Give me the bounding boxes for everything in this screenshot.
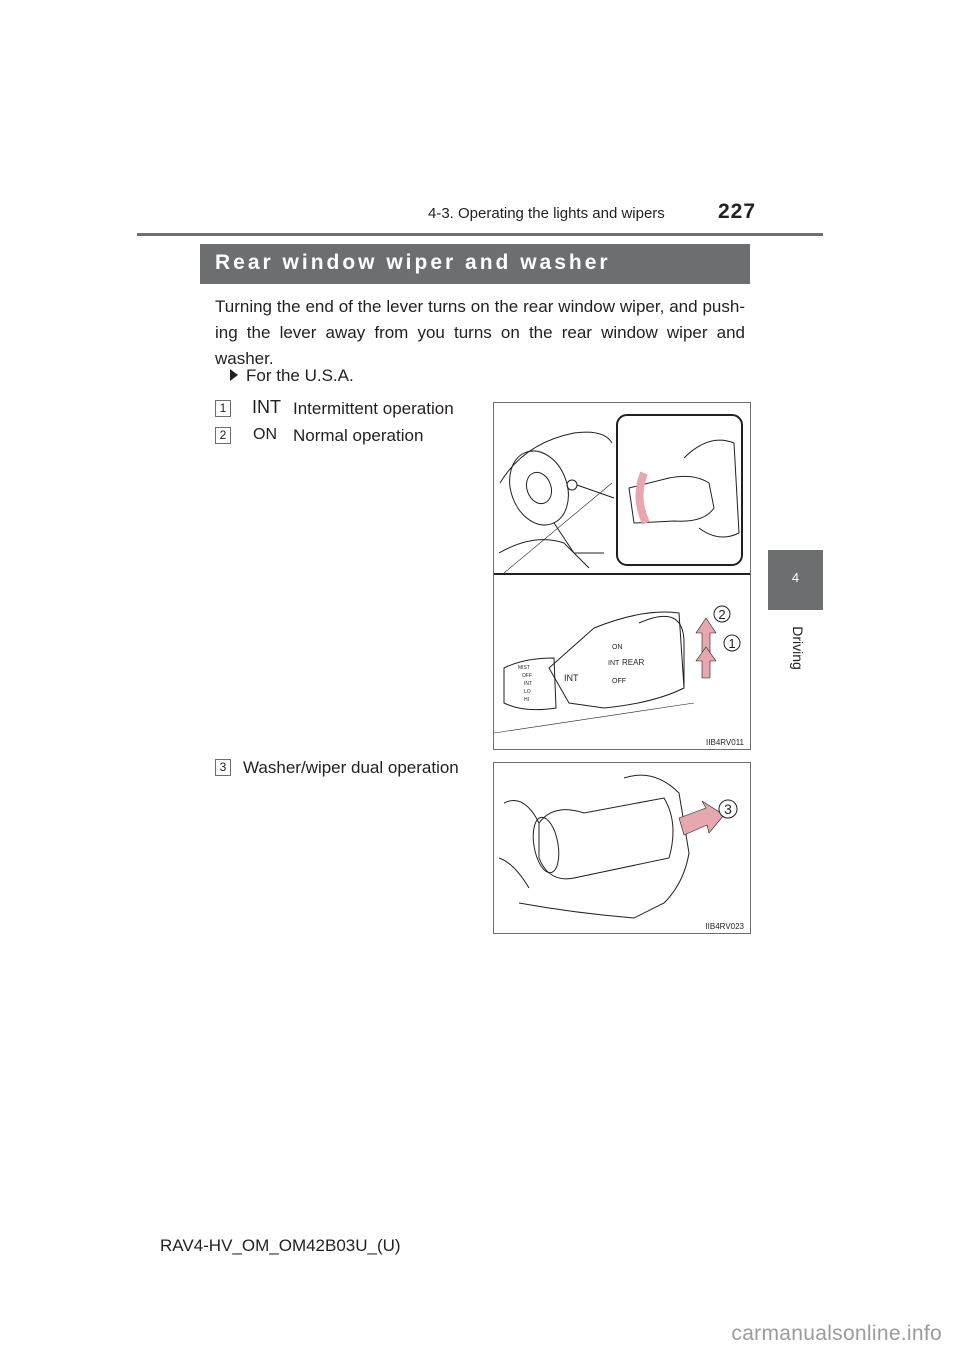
- dashboard-outline: [500, 432, 612, 483]
- item-description: Washer/wiper dual operation: [243, 758, 459, 777]
- lever-label-int-front: INT: [564, 673, 579, 683]
- hand-outline: [624, 775, 689, 918]
- triangle-bullet-icon: [230, 369, 238, 381]
- chapter-number: 4: [791, 570, 800, 585]
- list-item: [215, 426, 424, 446]
- section-title-bar: [200, 244, 750, 284]
- callout-1: 1: [728, 636, 736, 651]
- washer-operation-illustration: [493, 762, 751, 934]
- item-description: Normal operation: [293, 426, 424, 445]
- chapter-label: Driving: [790, 626, 806, 670]
- lever-label-on: ON: [612, 644, 623, 651]
- item-description: Intermittent operation: [293, 399, 454, 418]
- section-heading: 4-3. Operating the lights and wipers: [428, 205, 665, 222]
- intro-paragraph: Turning the end of the lever turns on the rear window wiper, and push-ing the lever away from you turns on the rear window wiper and washer.: [215, 297, 745, 368]
- lever-label-rear: REAR: [622, 658, 645, 667]
- item-number-badge: 3: [215, 759, 231, 776]
- steering-wheel: [500, 443, 579, 534]
- section-title: Rear window wiper and washer: [215, 251, 611, 274]
- watermark: carmanualsonline.info: [731, 1322, 942, 1345]
- front-label-mist: MIST: [518, 665, 530, 671]
- front-label-off: OFF: [522, 673, 532, 679]
- figure-code: IIB4RV023: [705, 922, 744, 931]
- switch-position-label: ON: [253, 426, 277, 443]
- list-item: [215, 397, 454, 419]
- figure-code: IIB4RV011: [706, 738, 744, 747]
- arrow-up-icon: [696, 647, 716, 678]
- region-label: For the U.S.A.: [246, 366, 354, 385]
- list-item: [215, 758, 459, 778]
- chapter-tab: [768, 550, 823, 610]
- header-divider: [137, 233, 823, 236]
- lever-stalk: [567, 480, 577, 490]
- wiper-lever-drawing: [494, 403, 750, 749]
- page-number: 227: [718, 200, 757, 223]
- wiper-lever-illustration: [493, 402, 751, 750]
- callout-2: 2: [718, 607, 726, 622]
- lever-end: [529, 815, 562, 874]
- lever-body: [539, 798, 673, 879]
- lever-label-int: INT: [608, 660, 620, 667]
- item-number-badge: 1: [215, 400, 231, 417]
- region-note: [230, 366, 354, 386]
- front-label-lo: LO: [524, 689, 531, 695]
- item-number-badge: 2: [215, 427, 231, 444]
- washer-lever-drawing: [494, 763, 750, 933]
- switch-position-label: INT: [252, 397, 281, 417]
- front-label-int: INT: [524, 681, 533, 687]
- document-footer: RAV4-HV_OM_OM42B03U_(U): [160, 1236, 401, 1255]
- arrow-push-icon: [679, 801, 724, 835]
- lever-label-off: OFF: [612, 678, 626, 685]
- front-label-hi: HI: [524, 697, 529, 703]
- callout-3: 3: [724, 801, 732, 817]
